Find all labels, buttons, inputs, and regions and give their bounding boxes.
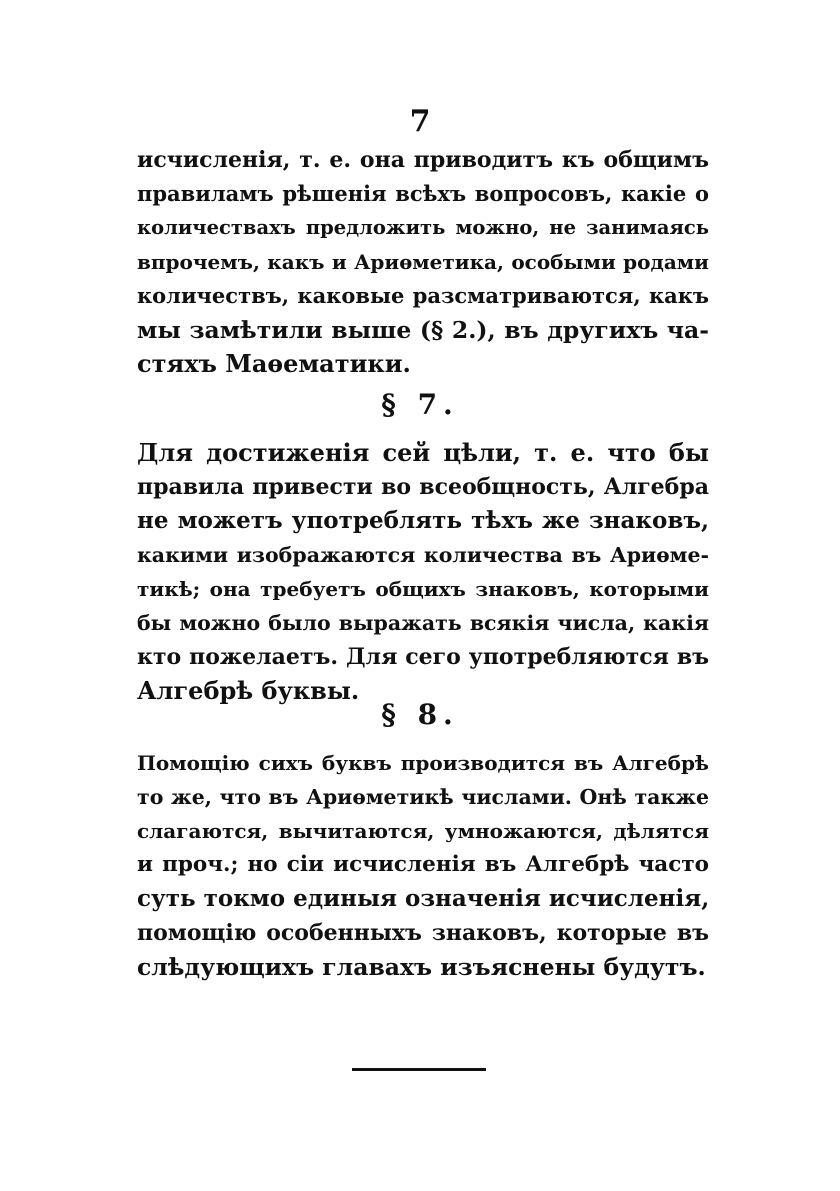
section-heading-8: § 8. [381,698,459,731]
text-line: какими изображаются количества въ Ариѳме- [137,543,709,567]
section-7-paragraph [137,436,709,708]
text-line: исчисленія, т. е. она приводитъ къ общимъ [137,147,709,173]
text-line: и проч.; но сіи исчисленія въ Алгебрѣ часто [137,852,709,877]
section-8-paragraph [137,746,709,984]
end-rule [352,1068,486,1071]
text-line: помощію особенныхъ знаковъ, которые въ [137,920,709,946]
text-line: бы можно было выражать всякія числа, какія [137,611,709,635]
text-line: Помощію сихъ буквъ производится въ Алгебрѣ [137,751,709,775]
page-number: 7 [409,104,431,139]
text-line: количествъ, каковые разсматриваются, какъ [137,283,709,308]
text-line: то же, что въ Ариѳметикѣ числами. Онѣ также [137,785,709,809]
text-line: слагаются, вычитаются, умножаются, дѣлятся [137,819,709,843]
text-line: Для достиженія сей цѣли, т. е. что бы [137,438,709,467]
text-line: кто пожелаетъ. Для сего употребляются въ [137,644,709,670]
text-line: количествахъ предложить можно, не занимаясь [137,216,709,239]
text-line: суть токмо единыя означенія исчисленія, [137,885,709,912]
text-line: мы замѣтили выше (§ 2.), въ другихъ ча- [137,316,709,344]
text-line: Алгебрѣ буквы. [137,676,360,705]
text-line: не можетъ употреблять тѣхъ же знаковъ, [137,507,709,534]
text-line: стяхъ Маѳематики. [137,349,411,378]
text-line: тикѣ; она требуетъ общихъ знаковъ, которыми [137,577,709,601]
text-line: слѣдующихъ главахъ изъяснены будутъ. [137,953,706,981]
section-heading-7: § 7. [381,388,459,421]
paragraph-continuation [137,143,709,381]
text-line: правиламъ рѣшенія всѣхъ вопросовъ, какіе о [137,181,709,206]
text-line: впрочемъ, какъ и Ариѳметика, особыми родами [137,250,709,274]
text-line: правила привести во всеобщность, Алгебра [137,474,709,500]
